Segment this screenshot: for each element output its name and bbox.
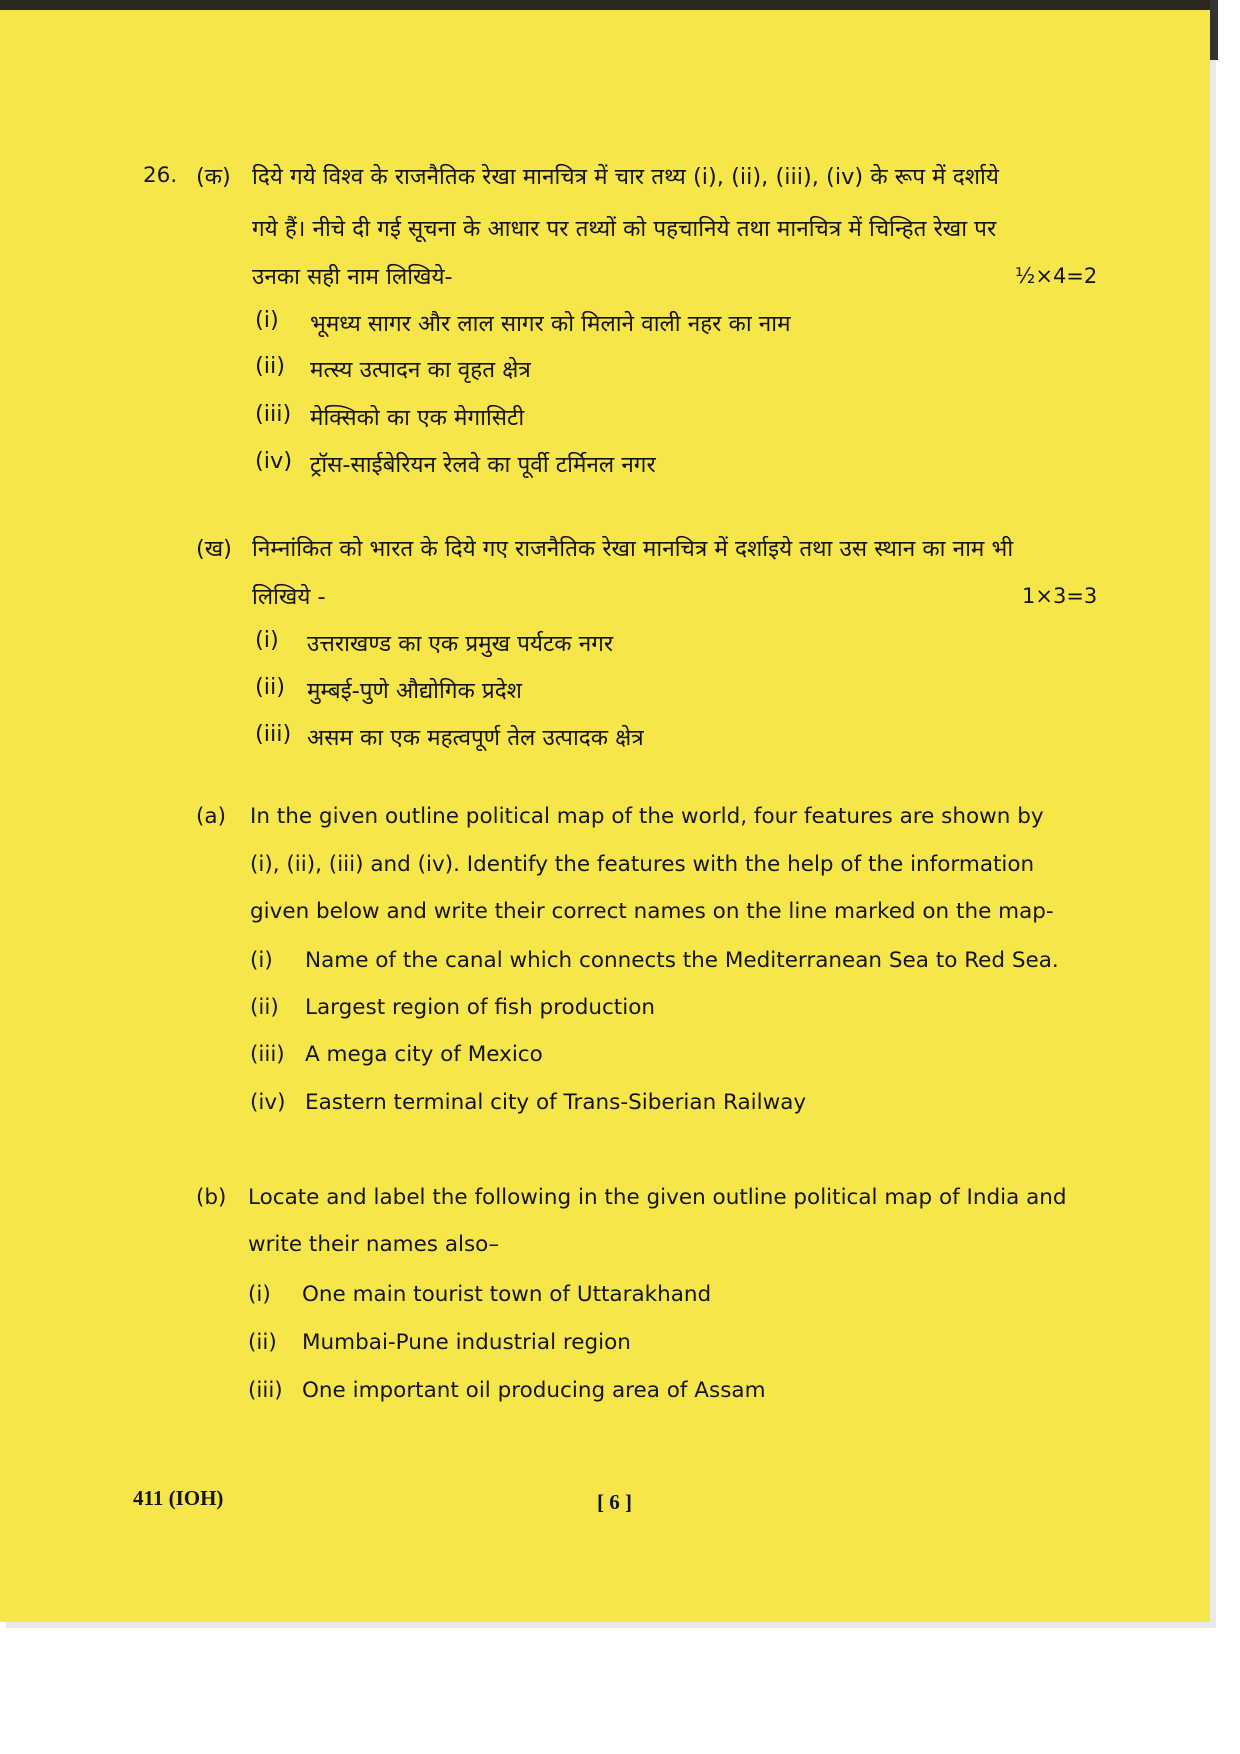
english-a-item-2-text: Largest region of fish production	[305, 995, 655, 1020]
english-a-label: (a)	[196, 804, 226, 829]
hindi-b-line-2: लिखिये -	[252, 584, 326, 610]
hindi-a-item-3-text: मेक्सिको का एक मेगासिटी	[310, 405, 525, 431]
english-a-item-3-num: (iii)	[250, 1042, 285, 1067]
english-a-item-1-num: (i)	[250, 948, 273, 973]
hindi-a-item-4-num: (iv)	[255, 448, 293, 474]
english-b-line-1: Locate and label the following in the given outline political map of India and	[248, 1185, 1067, 1210]
english-a-line-2: (i), (ii), (iii) and (iv). Identify the features with the help of the information	[250, 852, 1035, 877]
hindi-a-label: (क)	[196, 164, 231, 190]
hindi-a-item-2-text: मत्स्य उत्पादन का वृहत क्षेत्र	[310, 357, 531, 383]
hindi-a-item-4-text: ट्रॉस-साईबेरियन रेलवे का पूर्वी टर्मिनल नगर	[310, 452, 656, 478]
english-a-line-1: In the given outline political map of the world, four features are shown by	[250, 804, 1044, 829]
english-a-item-4-num: (iv)	[250, 1090, 286, 1115]
english-a-item-2-num: (ii)	[250, 995, 279, 1020]
english-b-item-3-num: (iii)	[248, 1378, 283, 1403]
english-b-label: (b)	[196, 1185, 227, 1210]
hindi-b-item-3-text: असम का एक महत्वपूर्ण तेल उत्पादक क्षेत्र	[307, 725, 644, 751]
hindi-a-line-1: दिये गये विश्व के राजनैतिक रेखा मानचित्र में चार तथ्य (i), (ii), (iii), (iv) के रूप में दर्शाये	[252, 164, 999, 190]
hindi-a-line-3: उनका सही नाम लिखिये-	[252, 264, 453, 290]
hindi-b-item-3-num: (iii)	[255, 721, 292, 747]
hindi-b-line-1: निम्नांकित को भारत के दिये गए राजनैतिक रेखा मानचित्र में दर्शाइये तथा उस स्थान का नाम भी	[252, 536, 1014, 562]
english-b-item-2-num: (ii)	[248, 1330, 277, 1355]
english-a-item-4-text: Eastern terminal city of Trans-Siberian Railway	[305, 1090, 807, 1115]
english-a-item-1-text: Name of the canal which connects the Mediterranean Sea to Red Sea.	[305, 948, 1059, 973]
hindi-b-item-1-text: उत्तराखण्ड का एक प्रमुख पर्यटक नगर	[307, 631, 614, 657]
hindi-b-item-1-num: (i)	[255, 627, 279, 653]
english-a-item-3-text: A mega city of Mexico	[305, 1042, 543, 1067]
english-a-line-3: given below and write their correct names on the line marked on the map-	[250, 899, 1054, 924]
hindi-a-item-3-num: (iii)	[255, 401, 292, 427]
hindi-b-label: (ख)	[196, 536, 232, 562]
hindi-a-line-2: गये हैं। नीचे दी गई सूचना के आधार पर तथ्यों को पहचानिये तथा मानचित्र में चिन्हित रेखा पर	[252, 216, 997, 242]
hindi-a-marks: ½×4=2	[1015, 264, 1098, 288]
page-number: [ 6 ]	[597, 1490, 632, 1514]
english-b-item-2-text: Mumbai-Pune industrial region	[302, 1330, 631, 1355]
hindi-a-item-1-text: भूमध्य सागर और लाल सागर को मिलाने वाली नहर का नाम	[310, 311, 791, 337]
english-b-line-2: write their names also–	[248, 1232, 500, 1257]
english-b-item-1-num: (i)	[248, 1282, 271, 1307]
hindi-a-item-2-num: (ii)	[255, 353, 286, 379]
question-number: 26.	[143, 163, 178, 188]
hindi-b-marks: 1×3=3	[1022, 584, 1098, 608]
english-b-item-1-text: One main tourist town of Uttarakhand	[302, 1282, 712, 1307]
paper-code: 411 (IOH)	[133, 1486, 224, 1510]
hindi-b-item-2-num: (ii)	[255, 674, 286, 700]
english-b-item-3-text: One important oil producing area of Assam	[302, 1378, 766, 1403]
hindi-b-item-2-text: मुम्बई-पुणे औद्योगिक प्रदेश	[307, 678, 522, 704]
hindi-a-item-1-num: (i)	[255, 307, 279, 333]
